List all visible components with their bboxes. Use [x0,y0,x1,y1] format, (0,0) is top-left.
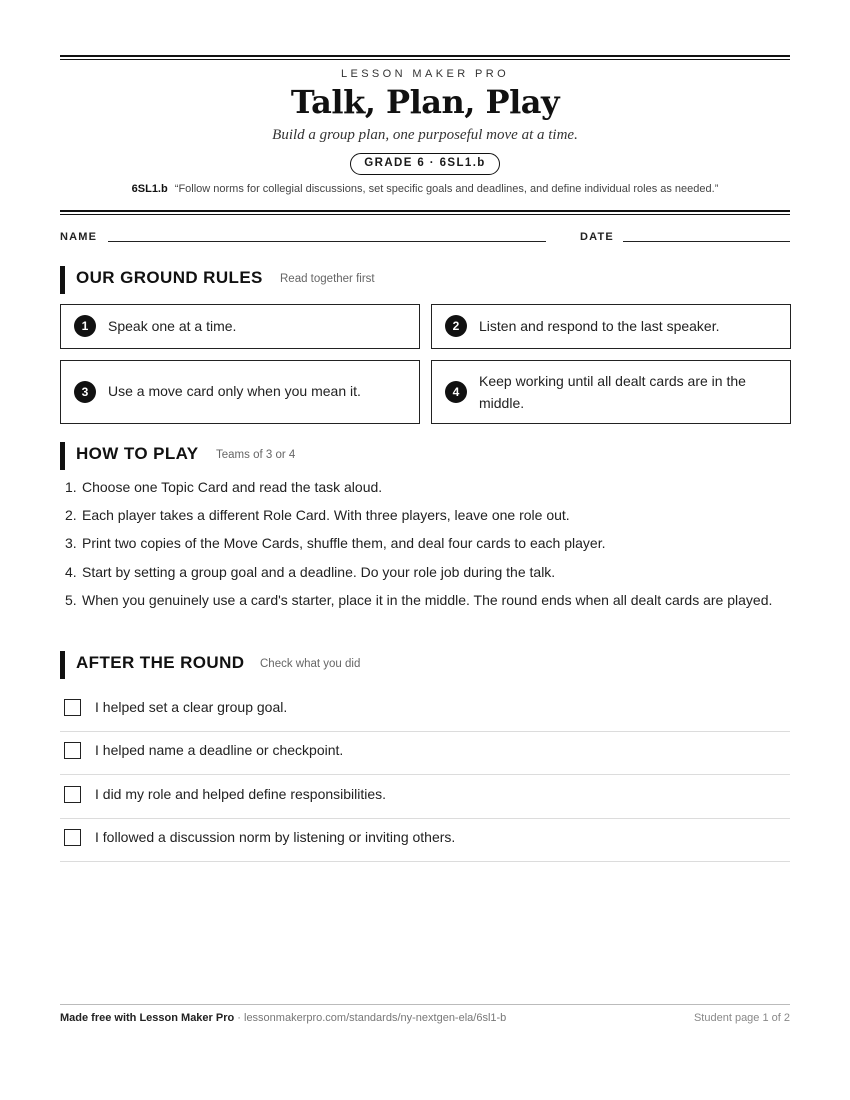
checkbox[interactable] [64,742,81,759]
step-number: 1. [65,479,77,495]
checkbox[interactable] [64,699,81,716]
checklist-text: I helped name a deadline or checkpoint. [95,742,344,758]
footer-page-number: Student page 1 of 2 [693,1012,790,1024]
checklist-row [60,731,790,775]
mid-double-rule [60,210,790,215]
step-text: Start by setting a group goal and a deadline. Do your role job during the talk. [82,564,556,580]
top-double-rule [60,55,790,60]
standard-code: 6SL1.b [131,183,168,195]
step-number: 5. [65,592,77,608]
worksheet-title: Talk, Plan, Play [290,83,560,121]
section-note: Teams of 3 or 4 [216,449,296,461]
standard-text: “Follow norms for collegial discussions, set specific goals and deadlines, and define individual roles as needed.” [174,183,719,195]
ground-rule-card [60,360,420,424]
publisher-eyebrow: LESSON MAKER PRO [340,68,510,80]
rule-number-badge: 2 [445,315,467,337]
ground-rule-card [431,360,791,424]
rule-number-badge: 1 [74,315,96,337]
checklist-text: I did my role and helped define responsibilities. [95,786,387,802]
date-field[interactable] [623,241,790,242]
step-text: Choose one Topic Card and read the task aloud. [82,479,383,495]
name-label: NAME [60,231,98,243]
section-bar [60,266,65,294]
ground-rule-card [431,304,791,349]
checklist-text: I helped set a clear group goal. [95,699,288,715]
checkbox[interactable] [64,786,81,803]
step-text: Each player takes a different Role Card. With three players, leave one role out. [82,507,570,523]
rule-text: Keep working until all dealt cards are in the middle. [479,373,746,411]
rule-number-badge: 4 [445,381,467,403]
step-text: Print two copies of the Move Cards, shuffle them, and deal four cards to each player. [82,535,606,551]
footer-credit [60,1012,506,1024]
footer-rule [60,1004,790,1005]
ground-rule-card [60,304,420,349]
checklist-row [60,688,790,732]
after-round-heading [60,651,790,679]
ground-rules-heading [60,266,790,294]
section-note: Read together first [280,273,375,285]
worksheet-page [60,0,790,1100]
step-number: 4. [65,564,77,580]
how-to-play-heading [60,442,790,470]
name-field[interactable] [108,241,546,242]
grade-standard-badge: GRADE 6 · 6SL1.b [350,153,500,175]
rule-text: Speak one at a time. [108,318,237,334]
section-bar [60,442,65,470]
footer-url: · lessonmakerpro.com/standards/ny-nextgen-ela/6sl1-b [234,1012,507,1024]
step-number: 3. [65,535,77,551]
rule-number-badge: 3 [74,381,96,403]
worksheet-subtitle: Build a group plan, one purposeful move at a time. [272,127,578,143]
step-number: 2. [65,507,77,523]
rule-text: Use a move card only when you mean it. [108,383,361,399]
checklist-row [60,818,790,862]
section-title: AFTER THE ROUND [76,653,245,672]
checklist-row [60,775,790,819]
rule-text: Listen and respond to the last speaker. [479,318,720,334]
footer-brand: Made free with Lesson Maker Pro [60,1012,235,1024]
section-bar [60,651,65,679]
date-label: DATE [580,231,614,243]
standard-statement [60,183,790,195]
section-title: HOW TO PLAY [76,444,199,463]
section-note: Check what you did [260,658,361,670]
checklist-text: I followed a discussion norm by listening or inviting others. [95,829,456,845]
checkbox[interactable] [64,829,81,846]
section-title: OUR GROUND RULES [76,268,263,287]
step-text: When you genuinely use a card's starter, place it in the middle. The round ends when all dealt cards are played. [82,592,773,608]
